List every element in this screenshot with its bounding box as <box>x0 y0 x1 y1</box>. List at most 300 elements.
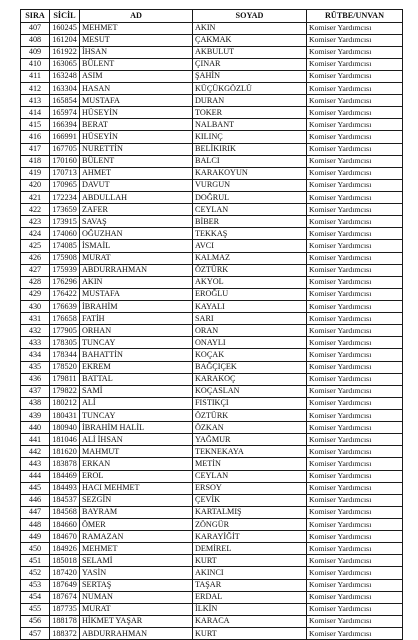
cell-ad: MESUT <box>80 34 193 46</box>
cell-ad: FATİH <box>80 313 193 325</box>
cell-soyad: METİN <box>193 458 307 470</box>
cell-rutbe: Komiser Yardımcısı <box>307 95 403 107</box>
cell-rutbe: Komiser Yardımcısı <box>307 349 403 361</box>
cell-soyad: KURT <box>193 627 307 639</box>
table-row <box>21 143 403 155</box>
cell-soyad: BALCI <box>193 155 307 167</box>
cell-sicil: 165854 <box>50 95 80 107</box>
cell-soyad: ZÖNGÜR <box>193 518 307 530</box>
table-row <box>21 591 403 603</box>
table-row <box>21 83 403 95</box>
cell-soyad: KAYALI <box>193 301 307 313</box>
table-row <box>21 337 403 349</box>
table-row <box>21 34 403 46</box>
cell-sira: 426 <box>21 252 50 264</box>
cell-rutbe: Komiser Yardımcısı <box>307 458 403 470</box>
cell-ad: ÖMER <box>80 518 193 530</box>
cell-sicil: 188178 <box>50 615 80 627</box>
cell-sicil: 163304 <box>50 83 80 95</box>
cell-ad: AHMET <box>80 167 193 179</box>
cell-sicil: 184568 <box>50 506 80 518</box>
cell-rutbe: Komiser Yardımcısı <box>307 204 403 216</box>
cell-soyad: ORAN <box>193 325 307 337</box>
cell-ad: TUNCAY <box>80 410 193 422</box>
table-row <box>21 482 403 494</box>
header-rutbe: RÜTBE/UNVAN <box>307 10 403 23</box>
cell-sira: 456 <box>21 615 50 627</box>
cell-rutbe: Komiser Yardımcısı <box>307 494 403 506</box>
cell-sicil: 161204 <box>50 34 80 46</box>
cell-sicil: 177905 <box>50 325 80 337</box>
cell-ad: OĞUZHAN <box>80 228 193 240</box>
cell-ad: EROL <box>80 470 193 482</box>
cell-sira: 421 <box>21 192 50 204</box>
cell-soyad: BELİKIRIK <box>193 143 307 155</box>
cell-sira: 448 <box>21 518 50 530</box>
cell-soyad: KARAYİĞİT <box>193 531 307 543</box>
cell-soyad: ÖZTÜRK <box>193 410 307 422</box>
cell-sicil: 170965 <box>50 179 80 191</box>
cell-sira: 411 <box>21 70 50 82</box>
table-row <box>21 264 403 276</box>
table-row <box>21 422 403 434</box>
table-row <box>21 385 403 397</box>
cell-rutbe: Komiser Yardımcısı <box>307 143 403 155</box>
cell-ad: SERTAŞ <box>80 579 193 591</box>
cell-sira: 416 <box>21 131 50 143</box>
cell-soyad: TAŞAR <box>193 579 307 591</box>
cell-sira: 449 <box>21 531 50 543</box>
cell-sicil: 184670 <box>50 531 80 543</box>
table-row <box>21 446 403 458</box>
table-row <box>21 95 403 107</box>
cell-ad: BERAT <box>80 119 193 131</box>
cell-sicil: 187674 <box>50 591 80 603</box>
cell-sicil: 178344 <box>50 349 80 361</box>
table-row <box>21 434 403 446</box>
cell-rutbe: Komiser Yardımcısı <box>307 627 403 639</box>
cell-sira: 428 <box>21 276 50 288</box>
cell-ad: BAYRAM <box>80 506 193 518</box>
cell-rutbe: Komiser Yardımcısı <box>307 506 403 518</box>
cell-ad: HÜSEYİN <box>80 131 193 143</box>
cell-soyad: ERDAL <box>193 591 307 603</box>
cell-sicil: 174085 <box>50 240 80 252</box>
cell-ad: HİKMET YAŞAR <box>80 615 193 627</box>
personnel-table <box>20 9 403 640</box>
cell-ad: BAHATTİN <box>80 349 193 361</box>
table-row <box>21 325 403 337</box>
cell-sicil: 187649 <box>50 579 80 591</box>
cell-ad: AKIN <box>80 276 193 288</box>
cell-sicil: 174060 <box>50 228 80 240</box>
cell-sira: 409 <box>21 46 50 58</box>
cell-sicil: 184469 <box>50 470 80 482</box>
cell-sicil: 176658 <box>50 313 80 325</box>
cell-soyad: FISTIKÇI <box>193 397 307 409</box>
cell-sicil: 184660 <box>50 518 80 530</box>
cell-sira: 415 <box>21 119 50 131</box>
cell-ad: ABDURRAHMAN <box>80 264 193 276</box>
cell-sira: 419 <box>21 167 50 179</box>
cell-rutbe: Komiser Yardımcısı <box>307 240 403 252</box>
cell-rutbe: Komiser Yardımcısı <box>307 264 403 276</box>
table-row <box>21 276 403 288</box>
cell-sira: 408 <box>21 34 50 46</box>
header-ad: AD <box>80 10 193 23</box>
cell-ad: ASIM <box>80 70 193 82</box>
table-row <box>21 192 403 204</box>
cell-rutbe: Komiser Yardımcısı <box>307 397 403 409</box>
cell-sira: 439 <box>21 410 50 422</box>
cell-ad: İBRAHİM HALİL <box>80 422 193 434</box>
table-row <box>21 22 403 34</box>
table-row <box>21 46 403 58</box>
table-row <box>21 252 403 264</box>
cell-ad: MEHMET <box>80 543 193 555</box>
cell-soyad: KARTALMIŞ <box>193 506 307 518</box>
cell-rutbe: Komiser Yardımcısı <box>307 58 403 70</box>
cell-sira: 413 <box>21 95 50 107</box>
cell-sira: 453 <box>21 579 50 591</box>
table-row <box>21 615 403 627</box>
header-sicil: SİCİL <box>50 10 80 23</box>
cell-sicil: 161922 <box>50 46 80 58</box>
cell-rutbe: Komiser Yardımcısı <box>307 410 403 422</box>
cell-rutbe: Komiser Yardımcısı <box>307 325 403 337</box>
table-row <box>21 361 403 373</box>
cell-rutbe: Komiser Yardımcısı <box>307 228 403 240</box>
cell-rutbe: Komiser Yardımcısı <box>307 422 403 434</box>
cell-soyad: YAĞMUR <box>193 434 307 446</box>
table-row <box>21 579 403 591</box>
cell-sicil: 178305 <box>50 337 80 349</box>
cell-sira: 430 <box>21 301 50 313</box>
cell-sira: 425 <box>21 240 50 252</box>
cell-sicil: 166394 <box>50 119 80 131</box>
cell-ad: MUSTAFA <box>80 288 193 300</box>
table-row <box>21 494 403 506</box>
cell-ad: ERKAN <box>80 458 193 470</box>
cell-sicil: 163065 <box>50 58 80 70</box>
cell-sicil: 173659 <box>50 204 80 216</box>
cell-sicil: 173915 <box>50 216 80 228</box>
table-row <box>21 167 403 179</box>
cell-sira: 437 <box>21 385 50 397</box>
cell-rutbe: Komiser Yardımcısı <box>307 385 403 397</box>
cell-rutbe: Komiser Yardımcısı <box>307 288 403 300</box>
cell-ad: ALİ <box>80 397 193 409</box>
cell-soyad: TEKKAŞ <box>193 228 307 240</box>
cell-soyad: KÜÇÜKGÖZLÜ <box>193 83 307 95</box>
cell-ad: DAVUT <box>80 179 193 191</box>
cell-sira: 435 <box>21 361 50 373</box>
cell-rutbe: Komiser Yardımcısı <box>307 167 403 179</box>
table-row <box>21 567 403 579</box>
cell-sira: 452 <box>21 567 50 579</box>
cell-sicil: 188372 <box>50 627 80 639</box>
table-row <box>21 410 403 422</box>
cell-soyad: ERSOY <box>193 482 307 494</box>
cell-ad: EKREM <box>80 361 193 373</box>
cell-ad: SAVAŞ <box>80 216 193 228</box>
table-row <box>21 627 403 639</box>
cell-ad: ALİ İHSAN <box>80 434 193 446</box>
cell-sira: 407 <box>21 22 50 34</box>
cell-sira: 429 <box>21 288 50 300</box>
table-row <box>21 518 403 530</box>
table-row <box>21 458 403 470</box>
cell-rutbe: Komiser Yardımcısı <box>307 107 403 119</box>
cell-sira: 436 <box>21 373 50 385</box>
cell-ad: MUSTAFA <box>80 95 193 107</box>
table-body <box>21 22 403 640</box>
cell-rutbe: Komiser Yardımcısı <box>307 361 403 373</box>
cell-ad: SELAMİ <box>80 555 193 567</box>
cell-ad: HASAN <box>80 83 193 95</box>
table-row <box>21 301 403 313</box>
cell-sira: 451 <box>21 555 50 567</box>
cell-sicil: 166991 <box>50 131 80 143</box>
cell-soyad: TOKER <box>193 107 307 119</box>
cell-sira: 432 <box>21 325 50 337</box>
cell-soyad: BAĞÇIÇEK <box>193 361 307 373</box>
cell-sicil: 180431 <box>50 410 80 422</box>
cell-rutbe: Komiser Yardımcısı <box>307 179 403 191</box>
cell-sicil: 180940 <box>50 422 80 434</box>
table-row <box>21 131 403 143</box>
cell-sira: 414 <box>21 107 50 119</box>
cell-sicil: 178520 <box>50 361 80 373</box>
cell-rutbe: Komiser Yardımcısı <box>307 591 403 603</box>
cell-ad: ORHAN <box>80 325 193 337</box>
cell-rutbe: Komiser Yardımcısı <box>307 192 403 204</box>
cell-sira: 412 <box>21 83 50 95</box>
cell-sicil: 170160 <box>50 155 80 167</box>
cell-ad: HACI MEHMET <box>80 482 193 494</box>
table-row <box>21 288 403 300</box>
cell-sicil: 176639 <box>50 301 80 313</box>
cell-sira: 427 <box>21 264 50 276</box>
cell-sira: 442 <box>21 446 50 458</box>
cell-soyad: KALMAZ <box>193 252 307 264</box>
cell-sicil: 184926 <box>50 543 80 555</box>
cell-ad: ZAFER <box>80 204 193 216</box>
cell-rutbe: Komiser Yardımcısı <box>307 555 403 567</box>
table-row <box>21 216 403 228</box>
cell-soyad: DURAN <box>193 95 307 107</box>
table-header <box>21 10 403 23</box>
table-row <box>21 155 403 167</box>
cell-rutbe: Komiser Yardımcısı <box>307 252 403 264</box>
cell-ad: İHSAN <box>80 46 193 58</box>
cell-soyad: KOÇAK <box>193 349 307 361</box>
cell-rutbe: Komiser Yardımcısı <box>307 313 403 325</box>
cell-ad: TUNCAY <box>80 337 193 349</box>
cell-soyad: ÇEVİK <box>193 494 307 506</box>
cell-ad: MURAT <box>80 252 193 264</box>
cell-soyad: AKYOL <box>193 276 307 288</box>
cell-sira: 438 <box>21 397 50 409</box>
cell-rutbe: Komiser Yardımcısı <box>307 22 403 34</box>
cell-sira: 431 <box>21 313 50 325</box>
cell-soyad: AKINCI <box>193 567 307 579</box>
cell-soyad: DOĞRUL <box>193 192 307 204</box>
table-row <box>21 58 403 70</box>
cell-rutbe: Komiser Yardımcısı <box>307 301 403 313</box>
cell-ad: NUMAN <box>80 591 193 603</box>
cell-sicil: 181046 <box>50 434 80 446</box>
cell-ad: ABDURRAHMAN <box>80 627 193 639</box>
cell-soyad: KURT <box>193 555 307 567</box>
cell-soyad: DEMİREL <box>193 543 307 555</box>
cell-rutbe: Komiser Yardımcısı <box>307 46 403 58</box>
cell-ad: BÜLENT <box>80 58 193 70</box>
cell-ad: MAHMUT <box>80 446 193 458</box>
cell-sicil: 176422 <box>50 288 80 300</box>
cell-rutbe: Komiser Yardımcısı <box>307 276 403 288</box>
table-row <box>21 470 403 482</box>
cell-sira: 424 <box>21 228 50 240</box>
table-row <box>21 603 403 615</box>
cell-ad: SEZGİN <box>80 494 193 506</box>
cell-soyad: ÖZTÜRK <box>193 264 307 276</box>
cell-sicil: 163248 <box>50 70 80 82</box>
header-row <box>21 10 403 23</box>
cell-rutbe: Komiser Yardımcısı <box>307 579 403 591</box>
cell-sicil: 175939 <box>50 264 80 276</box>
cell-ad: RAMAZAN <box>80 531 193 543</box>
cell-sicil: 179811 <box>50 373 80 385</box>
cell-sicil: 165974 <box>50 107 80 119</box>
cell-sira: 417 <box>21 143 50 155</box>
cell-sicil: 170713 <box>50 167 80 179</box>
cell-sicil: 167705 <box>50 143 80 155</box>
cell-soyad: ÇAKMAK <box>193 34 307 46</box>
cell-sicil: 175908 <box>50 252 80 264</box>
cell-ad: YASİN <box>80 567 193 579</box>
cell-sicil: 176296 <box>50 276 80 288</box>
cell-sira: 422 <box>21 204 50 216</box>
cell-rutbe: Komiser Yardımcısı <box>307 337 403 349</box>
cell-soyad: CEYLAN <box>193 204 307 216</box>
cell-soyad: VURGUN <box>193 179 307 191</box>
cell-rutbe: Komiser Yardımcısı <box>307 482 403 494</box>
cell-soyad: SARI <box>193 313 307 325</box>
cell-sira: 433 <box>21 337 50 349</box>
cell-rutbe: Komiser Yardımcısı <box>307 518 403 530</box>
cell-rutbe: Komiser Yardımcısı <box>307 155 403 167</box>
table-row <box>21 119 403 131</box>
cell-sicil: 184493 <box>50 482 80 494</box>
cell-sicil: 185018 <box>50 555 80 567</box>
cell-sicil: 187420 <box>50 567 80 579</box>
cell-ad: MURAT <box>80 603 193 615</box>
cell-soyad: ÖZKAN <box>193 422 307 434</box>
cell-rutbe: Komiser Yardımcısı <box>307 603 403 615</box>
cell-rutbe: Komiser Yardımcısı <box>307 567 403 579</box>
cell-soyad: EROĞLU <box>193 288 307 300</box>
header-sira: SIRA <box>21 10 50 23</box>
cell-rutbe: Komiser Yardımcısı <box>307 615 403 627</box>
cell-rutbe: Komiser Yardımcısı <box>307 83 403 95</box>
cell-sira: 434 <box>21 349 50 361</box>
cell-sira: 446 <box>21 494 50 506</box>
cell-rutbe: Komiser Yardımcısı <box>307 119 403 131</box>
table-row <box>21 313 403 325</box>
cell-sicil: 179822 <box>50 385 80 397</box>
cell-rutbe: Komiser Yardımcısı <box>307 131 403 143</box>
table-row <box>21 543 403 555</box>
table-row <box>21 349 403 361</box>
cell-rutbe: Komiser Yardımcısı <box>307 373 403 385</box>
cell-soyad: BİBER <box>193 216 307 228</box>
cell-sicil: 172234 <box>50 192 80 204</box>
cell-rutbe: Komiser Yardımcısı <box>307 216 403 228</box>
cell-sira: 418 <box>21 155 50 167</box>
header-soyad: SOYAD <box>193 10 307 23</box>
cell-sira: 420 <box>21 179 50 191</box>
cell-soyad: AKIN <box>193 22 307 34</box>
cell-ad: BATTAL <box>80 373 193 385</box>
cell-soyad: KARACA <box>193 615 307 627</box>
cell-rutbe: Komiser Yardımcısı <box>307 434 403 446</box>
cell-soyad: AKBULUT <box>193 46 307 58</box>
cell-sicil: 180212 <box>50 397 80 409</box>
cell-sicil: 181620 <box>50 446 80 458</box>
cell-sicil: 183878 <box>50 458 80 470</box>
cell-sira: 447 <box>21 506 50 518</box>
cell-sira: 443 <box>21 458 50 470</box>
table-row <box>21 204 403 216</box>
cell-ad: HÜSEYİN <box>80 107 193 119</box>
cell-sicil: 160245 <box>50 22 80 34</box>
cell-rutbe: Komiser Yardımcısı <box>307 531 403 543</box>
cell-rutbe: Komiser Yardımcısı <box>307 446 403 458</box>
cell-ad: NURETTİN <box>80 143 193 155</box>
cell-rutbe: Komiser Yardımcısı <box>307 543 403 555</box>
cell-sira: 440 <box>21 422 50 434</box>
cell-soyad: KARAKOYUN <box>193 167 307 179</box>
table-row <box>21 373 403 385</box>
cell-sira: 445 <box>21 482 50 494</box>
table-row <box>21 179 403 191</box>
table-row <box>21 240 403 252</box>
cell-soyad: ÇINAR <box>193 58 307 70</box>
cell-ad: BÜLENT <box>80 155 193 167</box>
cell-soyad: KOÇASLAN <box>193 385 307 397</box>
cell-sira: 457 <box>21 627 50 639</box>
table-row <box>21 506 403 518</box>
cell-ad: SAMİ <box>80 385 193 397</box>
table-row <box>21 107 403 119</box>
cell-sicil: 187735 <box>50 603 80 615</box>
cell-sira: 450 <box>21 543 50 555</box>
cell-soyad: KILINÇ <box>193 131 307 143</box>
cell-ad: MEHMET <box>80 22 193 34</box>
cell-soyad: ONAYLI <box>193 337 307 349</box>
table-row <box>21 555 403 567</box>
cell-soyad: TEKNEKAYA <box>193 446 307 458</box>
cell-soyad: İLKİN <box>193 603 307 615</box>
cell-sira: 410 <box>21 58 50 70</box>
cell-sira: 423 <box>21 216 50 228</box>
cell-rutbe: Komiser Yardımcısı <box>307 70 403 82</box>
table-row <box>21 531 403 543</box>
cell-soyad: KARAKOÇ <box>193 373 307 385</box>
cell-rutbe: Komiser Yardımcısı <box>307 470 403 482</box>
cell-soyad: NALBANT <box>193 119 307 131</box>
